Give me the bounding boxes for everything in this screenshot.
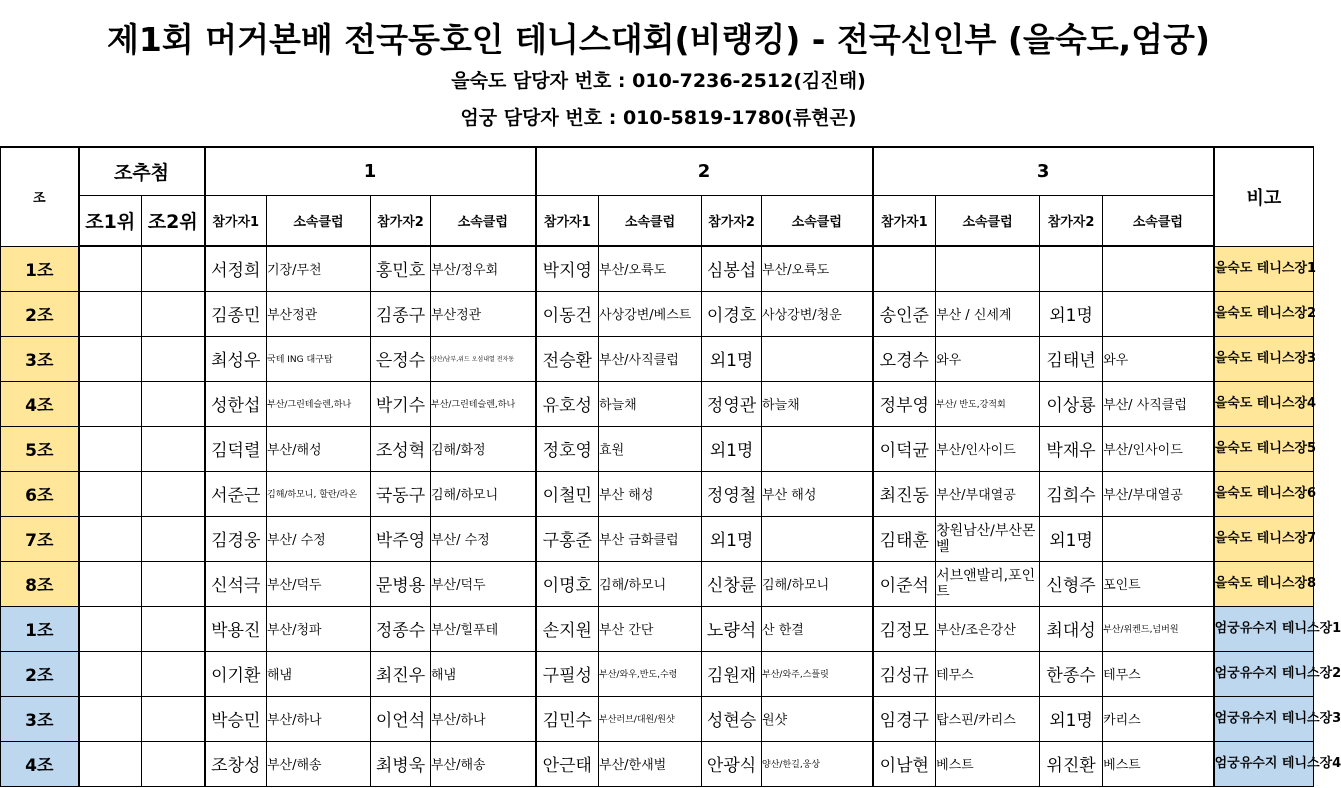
group-label: 2조: [1, 651, 79, 696]
club-name: 부산 간단: [599, 606, 702, 651]
club-name: 부산/오륙도: [599, 246, 702, 291]
club-name: 김해/하모니, 할란/라온: [267, 471, 371, 516]
venue-note: 엄궁유수지 테니스장1: [1214, 606, 1314, 651]
club-name: 부산/하나: [431, 696, 536, 741]
club-name: 부산/인사이드: [1103, 426, 1214, 471]
player-name: 김성규: [873, 651, 936, 696]
draw-2nd-cell: [142, 651, 205, 696]
group-3-header: 3: [873, 147, 1214, 195]
player-name: 은정수: [371, 336, 431, 381]
player-name: 박승민: [205, 696, 267, 741]
club-name: 부산/해성: [267, 426, 371, 471]
player-name: 최병욱: [371, 741, 431, 786]
table-row: [1, 741, 1314, 786]
player-name: 김태년: [1040, 336, 1103, 381]
player-name: 이언석: [371, 696, 431, 741]
player-name: 구홍준: [536, 516, 599, 561]
draw-1st-cell: [79, 516, 142, 561]
player-name: 서준근: [205, 471, 267, 516]
group-label: 1조: [1, 246, 79, 291]
venue-note: 을숙도 테니스장8: [1214, 561, 1314, 606]
player-name: 이경호: [702, 291, 762, 336]
club-name: 부산/해송: [267, 741, 371, 786]
club-name: 부산/ 수정: [431, 516, 536, 561]
g2-club2-header: 소속클럽: [762, 195, 873, 246]
club-name: 부산/ 사직클럽: [1103, 381, 1214, 426]
page-title: 제1회 머거본배 전국동호인 테니스대회(비랭킹) - 전국신인부 (을숙도,엄궁): [107, 20, 1210, 59]
player-name: 홍민호: [371, 246, 431, 291]
club-name: 하늘채: [599, 381, 702, 426]
table-body: [1, 246, 1341, 786]
club-name: 테무스: [936, 651, 1040, 696]
club-name: 해냄: [267, 651, 371, 696]
player-name: 이덕균: [873, 426, 936, 471]
draw-2nd-cell: [142, 561, 205, 606]
club-name: 부산/힐푸테: [431, 606, 536, 651]
draw-2nd-cell: [142, 516, 205, 561]
player-name: 유호성: [536, 381, 599, 426]
player-name: 외1명: [702, 516, 762, 561]
club-name: 부산/청파: [267, 606, 371, 651]
club-name: 부산/덕두: [267, 561, 371, 606]
player-name: 김종민: [205, 291, 267, 336]
club-name: 부산/정우회: [431, 246, 536, 291]
club-name: 김해/하모니: [431, 471, 536, 516]
player-name: 김희수: [1040, 471, 1103, 516]
group-label: 6조: [1, 471, 79, 516]
club-name: 부산 해성: [762, 471, 873, 516]
venue-note: 엄궁유수지 테니스장4: [1214, 741, 1314, 786]
bracket-table: [0, 146, 1341, 787]
club-name: 원샷: [762, 696, 873, 741]
venue-note: 을숙도 테니스장5: [1214, 426, 1314, 471]
player-name: 박지영: [536, 246, 599, 291]
club-name: 창원남산/부산몬벨: [936, 516, 1040, 561]
player-name: 최진우: [371, 651, 431, 696]
draw-2nd-cell: [142, 291, 205, 336]
group-label: 1조: [1, 606, 79, 651]
club-name: 카리스: [1103, 696, 1214, 741]
col-draw-2nd: 조2위: [142, 195, 205, 246]
club-name: 탑스핀/카리스: [936, 696, 1040, 741]
player-name: 김원재: [702, 651, 762, 696]
group-2-header: 2: [536, 147, 873, 195]
g3-club1-header: 소속클럽: [936, 195, 1040, 246]
table-row: [1, 696, 1314, 741]
player-name: 외1명: [1040, 696, 1103, 741]
table-row: [1, 336, 1314, 381]
player-name: 신형주: [1040, 561, 1103, 606]
player-name: 최대성: [1040, 606, 1103, 651]
club-name: 부산/그린테슬렌,하나: [431, 381, 536, 426]
table-row: [1, 516, 1314, 561]
player-name: 박주영: [371, 516, 431, 561]
draw-1st-cell: [79, 471, 142, 516]
contact-eulsukdo: 을숙도 담당자 번호 : 010-7236-2512(김진태): [451, 70, 866, 92]
draw-2nd-cell: [142, 696, 205, 741]
player-name: 정부영: [873, 381, 936, 426]
draw-1st-cell: [79, 291, 142, 336]
player-name: 최성우: [205, 336, 267, 381]
player-name: 김덕렬: [205, 426, 267, 471]
table-row: [1, 381, 1314, 426]
club-name: 해냄: [431, 651, 536, 696]
club-name: 기장/무천: [267, 246, 371, 291]
venue-note: 을숙도 테니스장7: [1214, 516, 1314, 561]
draw-1st-cell: [79, 381, 142, 426]
club-name: 양산/남부,위드 오섬내열 전자동: [431, 336, 536, 381]
club-name: [762, 426, 873, 471]
g1-player1-header: 참가자1: [205, 195, 267, 246]
draw-2nd-cell: [142, 741, 205, 786]
group-label: 8조: [1, 561, 79, 606]
venue-note: 을숙도 테니스장6: [1214, 471, 1314, 516]
club-name: [1103, 516, 1214, 561]
player-name: 국동구: [371, 471, 431, 516]
player-name: 이상룡: [1040, 381, 1103, 426]
player-name: [873, 246, 936, 291]
player-name: 구필성: [536, 651, 599, 696]
club-name: 부산/인사이드: [936, 426, 1040, 471]
draw-1st-cell: [79, 651, 142, 696]
player-name: 이기환: [205, 651, 267, 696]
club-name: 사상강변/청운: [762, 291, 873, 336]
draw-2nd-cell: [142, 381, 205, 426]
club-name: 부산/그린테슬렌,하나: [267, 381, 371, 426]
player-name: 안근태: [536, 741, 599, 786]
group-label: 3조: [1, 696, 79, 741]
club-name: 와우: [1103, 336, 1214, 381]
player-name: 김정모: [873, 606, 936, 651]
g3-club2-header: 소속클럽: [1103, 195, 1214, 246]
player-name: 신석극: [205, 561, 267, 606]
player-name: 노량석: [702, 606, 762, 651]
club-name: 김해/하모니: [762, 561, 873, 606]
g1-club2-header: 소속클럽: [431, 195, 536, 246]
player-name: 조성혁: [371, 426, 431, 471]
club-name: 부산/조은강산: [936, 606, 1040, 651]
club-name: 김해/화정: [431, 426, 536, 471]
club-name: 부산/와우,반도,수령: [599, 651, 702, 696]
player-name: 박기수: [371, 381, 431, 426]
club-name: 국테 ING 대구탑: [267, 336, 371, 381]
group-label: 2조: [1, 291, 79, 336]
group-label: 5조: [1, 426, 79, 471]
club-name: 포인트: [1103, 561, 1214, 606]
club-name: 부산/와주,스플릿: [762, 651, 873, 696]
group-1-header: 1: [205, 147, 536, 195]
player-name: 이남현: [873, 741, 936, 786]
player-name: 정호영: [536, 426, 599, 471]
player-name: 박용진: [205, 606, 267, 651]
venue-note: 엄궁유수지 테니스장3: [1214, 696, 1314, 741]
group-label: 7조: [1, 516, 79, 561]
group-label: 4조: [1, 741, 79, 786]
draw-2nd-cell: [142, 426, 205, 471]
club-name: 부산 해성: [599, 471, 702, 516]
table-row: [1, 471, 1314, 516]
club-name: 부산정관: [431, 291, 536, 336]
group-label: 4조: [1, 381, 79, 426]
venue-note: 을숙도 테니스장4: [1214, 381, 1314, 426]
player-name: 외1명: [702, 336, 762, 381]
club-name: [762, 516, 873, 561]
club-name: [1103, 291, 1214, 336]
player-name: 성한섭: [205, 381, 267, 426]
player-name: [1040, 246, 1103, 291]
player-name: 박재우: [1040, 426, 1103, 471]
player-name: 문병용: [371, 561, 431, 606]
club-name: 부산러브/대원/원샷: [599, 696, 702, 741]
table-row: [1, 606, 1314, 651]
col-draw-header: 조추첨: [79, 147, 205, 195]
club-name: 서브앤발리,포인트: [936, 561, 1040, 606]
club-name: 베스트: [936, 741, 1040, 786]
club-name: 부산 금화클럽: [599, 516, 702, 561]
draw-2nd-cell: [142, 336, 205, 381]
draw-1st-cell: [79, 336, 142, 381]
club-name: 산 한결: [762, 606, 873, 651]
player-name: 외1명: [1040, 516, 1103, 561]
club-name: 사상강변/베스트: [599, 291, 702, 336]
player-name: 서정희: [205, 246, 267, 291]
player-name: 조창성: [205, 741, 267, 786]
club-name: 하늘채: [762, 381, 873, 426]
table-row: [1, 651, 1314, 696]
player-name: 한종수: [1040, 651, 1103, 696]
g3-player1-header: 참가자1: [873, 195, 936, 246]
club-name: 부산/부대열공: [936, 471, 1040, 516]
player-name: 김종구: [371, 291, 431, 336]
player-name: 손지원: [536, 606, 599, 651]
table-row: [1, 246, 1314, 291]
g3-player2-header: 참가자2: [1040, 195, 1103, 246]
club-name: [762, 336, 873, 381]
club-name: 김해/하모니: [599, 561, 702, 606]
player-name: 최진동: [873, 471, 936, 516]
club-name: 부산정관: [267, 291, 371, 336]
player-name: 이철민: [536, 471, 599, 516]
club-name: 부산/해송: [431, 741, 536, 786]
club-name: 부산/ 수정: [267, 516, 371, 561]
g2-player2-header: 참가자2: [702, 195, 762, 246]
table-row: [1, 426, 1314, 471]
player-name: 김민수: [536, 696, 599, 741]
player-name: 송인준: [873, 291, 936, 336]
group-label: 3조: [1, 336, 79, 381]
club-name: 테무스: [1103, 651, 1214, 696]
player-name: 신창륜: [702, 561, 762, 606]
club-name: 부산/덕두: [431, 561, 536, 606]
venue-note: 을숙도 테니스장2: [1214, 291, 1314, 336]
player-name: 이동건: [536, 291, 599, 336]
draw-1st-cell: [79, 696, 142, 741]
draw-1st-cell: [79, 561, 142, 606]
club-name: 베스트: [1103, 741, 1214, 786]
col-draw-1st: 조1위: [79, 195, 142, 246]
venue-note: 을숙도 테니스장1: [1214, 246, 1314, 291]
club-name: [936, 246, 1040, 291]
player-name: 정영관: [702, 381, 762, 426]
player-name: 오경수: [873, 336, 936, 381]
g1-club1-header: 소속클럽: [267, 195, 371, 246]
club-name: 부산/부대열공: [1103, 471, 1214, 516]
player-name: 임경구: [873, 696, 936, 741]
player-name: 외1명: [702, 426, 762, 471]
g2-club1-header: 소속클럽: [599, 195, 702, 246]
club-name: [1103, 246, 1214, 291]
club-name: 양산/한길,웅상: [762, 741, 873, 786]
venue-note: 을숙도 테니스장3: [1214, 336, 1314, 381]
player-name: 김태훈: [873, 516, 936, 561]
venue-note: 엄궁유수지 테니스장2: [1214, 651, 1314, 696]
col-note-header: 비고: [1214, 147, 1314, 246]
draw-1st-cell: [79, 606, 142, 651]
table-row: [1, 561, 1314, 606]
club-name: 부산/오륙도: [762, 246, 873, 291]
club-name: 부산 / 신세계: [936, 291, 1040, 336]
player-name: 심봉섭: [702, 246, 762, 291]
g1-player2-header: 참가자2: [371, 195, 431, 246]
draw-1st-cell: [79, 246, 142, 291]
g2-player1-header: 참가자1: [536, 195, 599, 246]
club-name: 효원: [599, 426, 702, 471]
club-name: 부산/위켄드,넘버원: [1103, 606, 1214, 651]
player-name: 이명호: [536, 561, 599, 606]
player-name: 전승환: [536, 336, 599, 381]
draw-1st-cell: [79, 741, 142, 786]
club-name: 부산/하나: [267, 696, 371, 741]
club-name: 와우: [936, 336, 1040, 381]
club-name: 부산/사직클럽: [599, 336, 702, 381]
contact-eomgung: 엄궁 담당자 번호 : 010-5819-1780(류현곤): [460, 107, 857, 129]
draw-2nd-cell: [142, 606, 205, 651]
draw-2nd-cell: [142, 246, 205, 291]
club-name: 부산/한새벌: [599, 741, 702, 786]
player-name: 김경웅: [205, 516, 267, 561]
player-name: 이준석: [873, 561, 936, 606]
col-jo-header: 조: [1, 147, 79, 246]
player-name: 정종수: [371, 606, 431, 651]
draw-2nd-cell: [142, 471, 205, 516]
draw-1st-cell: [79, 426, 142, 471]
player-name: 안광식: [702, 741, 762, 786]
player-name: 성현승: [702, 696, 762, 741]
player-name: 정영철: [702, 471, 762, 516]
player-name: 외1명: [1040, 291, 1103, 336]
table-row: [1, 291, 1314, 336]
player-name: 위진환: [1040, 741, 1103, 786]
club-name: 부산/ 반도,강적회: [936, 381, 1040, 426]
